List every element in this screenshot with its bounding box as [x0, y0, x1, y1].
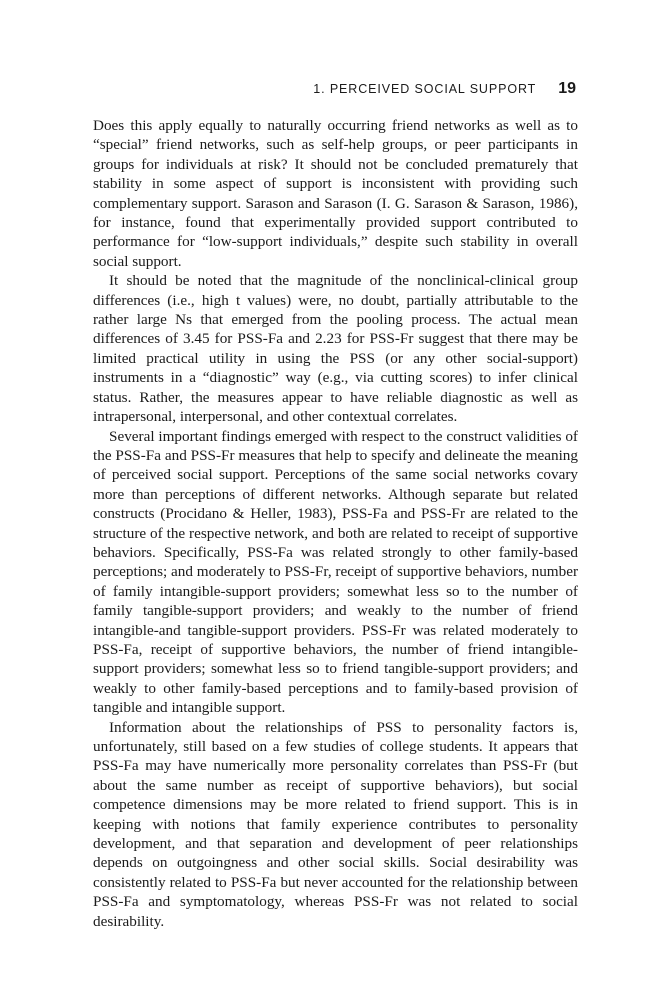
- running-head: [313, 80, 576, 98]
- body-text: [93, 116, 578, 931]
- paragraph-2: It should be noted that the magnitude of the nonclinical-clinical group differences (i.e., high t values) were, no doubt, partially attributable to the rather large Ns that emerged from the pooling process. The actual mean differences of 3.45 for PSS-Fa and 2.23 for PSS-Fr suggest that there may be limited practical utility in using the PSS (or any other social-support) instruments in a “diagnostic” way (e.g., via cutting scores) to infer clinical status. Rather, the measures appear to have reliable diagnostic as well as intrapersonal, interpersonal, and other contextual correlates.: [93, 272, 578, 426]
- paragraph-4: Information about the relationships of PSS to personality factors is, unfortunately, still based on a few studies of college students. It appears that PSS-Fa may have numerically more personality correlates than PSS-Fr (but about the same number as receipt of supportive behaviors), but social competence dimensions may be more related to friend support. This is in keeping with notions that family experience contributes to personality development, and that separation and development of peer relationships depends on outgoingness and other social skills. Social desirability was consistently related to PSS-Fa but never accounted for the relationship between PSS-Fa and symptomatology, whereas PSS-Fr was not related to social desirability.: [93, 718, 578, 930]
- page-number: 19: [558, 80, 576, 97]
- paragraph-3: Several important findings emerged with respect to the construct validities of the PSS-Fa and PSS-Fr measures that help to specify and delineate the meaning of perceived social support. Perceptions of the same social networks covary more than perceptions of different networks. Although separate but related constructs (Procidano & Heller, 1983), PSS-Fa and PSS-Fr are related to the structure of the respective network, and both are related to receipt of supportive behaviors. Specifically, PSS-Fa was related strongly to other family-based perceptions; and moderately to PSS-Fr, receipt of supportive behaviors, number of family intangible-support providers; somewhat less so to the number of family tangible-support providers; and weakly to the number of friend intangible-and tangible-support providers. PSS-Fr was related moderately to PSS-Fa, receipt of supportive behaviors, the number of friend intangible-support providers; somewhat less so to friend tangible-support providers; and weakly to other family-based perceptions and to family-based provision of tangible and intangible support.: [93, 427, 578, 717]
- paragraph-1: Does this apply equally to naturally occurring friend networks as well as to “special” friend networks, such as self-help groups, or peer participants in groups for individuals at risk? It should not be concluded prematurely that stability in some aspect of support is inconsistent with providing such complementary support. Sarason and Sarason (I. G. Sarason & Sarason, 1986), for instance, found that experimentally provided support contributed to performance for “low-support individuals,” despite such stability in overall social support.: [93, 117, 578, 270]
- running-title: 1. PERCEIVED SOCIAL SUPPORT: [313, 82, 537, 96]
